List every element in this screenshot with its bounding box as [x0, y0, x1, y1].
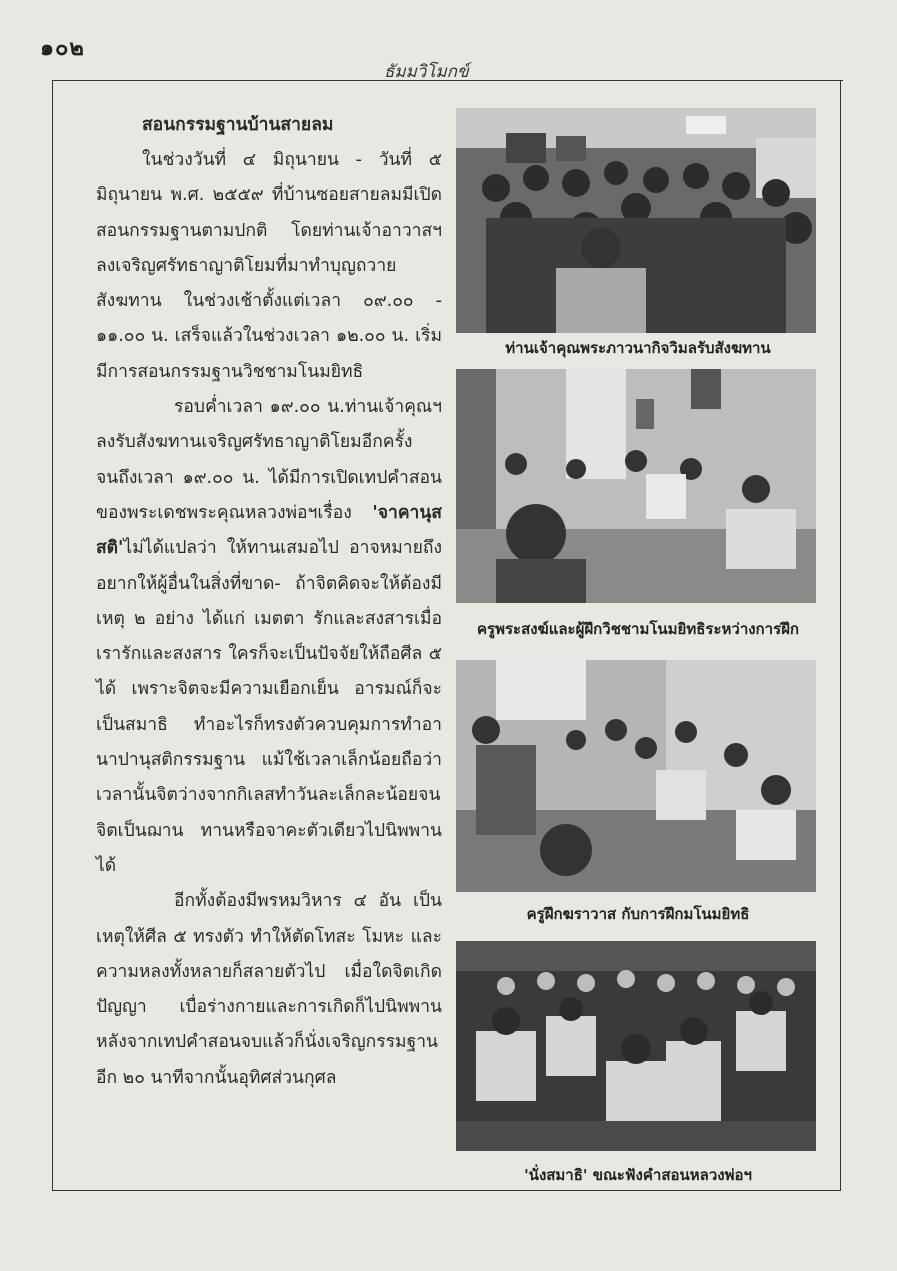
photo-meditation	[456, 941, 816, 1151]
page-number: ๑๐๒	[40, 35, 85, 61]
photo-3-caption: ครูฝึกฆราวาส กับการฝึกมโนมยิทธิ	[526, 905, 750, 923]
photo-monk-teaching	[456, 369, 816, 603]
photo-lay-teacher	[456, 660, 816, 892]
article-column	[96, 108, 442, 1096]
running-head: ธัมมวิโมกข์	[384, 62, 469, 82]
photo-4-caption: 'นั่งสมาธิ' ขณะฟังคำสอนหลวงพ่อฯ	[524, 1166, 752, 1184]
photo-crowd-hall	[456, 108, 816, 333]
paragraph-2	[96, 390, 442, 884]
photo-2-caption: ครูพระสงฆ์และผู้ฝึกวิชชามโนมยิทธิระหว่างการฝึก	[476, 620, 799, 638]
paragraph-2-start: รอบค่ำเวลา ๑๙.๐๐ น.ท่านเจ้าคุณฯ ลงรับสังฆทานเจริญศรัทธาญาติโยมอีกครั้งจนถึงเวลา ๑๙.๐๐ น. ได้มีการเปิดเทปคำสอนของพระเดชพระคุณหลวงพ่อฯเรื่อง	[96, 397, 442, 523]
paragraph-3: อีกทั้งต้องมีพรหมวิหาร ๔ อัน เป็นเหตุให้ศีล ๕ ทรงตัว ทำให้ตัดโทสะ โมหะ และความหลงทั้งหลายก็สลายตัวไป เมื่อใดจิตเกิดปัญญา เบื่อร่างกายและการเกิดก็ไปนิพพาน หลังจากเทปคำสอนจบแล้วก็นั่งเจริญกรรมฐานอีก ๒๐ นาทีจากนั้นอุทิศส่วนกุศล	[96, 891, 442, 1088]
article-title: สอนกรรมฐานบ้านสายลม	[142, 115, 334, 135]
photo-1-caption: ท่านเจ้าคุณพระภาวนากิจวิมลรับสังฆทาน	[505, 339, 771, 357]
paragraph-2-end: ไม่ได้แปลว่า ให้ทานเสมอไป อาจหมายถึง อยากให้ผู้อื่นในสิ่งที่ขาด- ถ้าจิตคิดจะให้ต้องมีเหตุ ๒ อย่าง ได้แก่ เมตตา รักและสงสารเมื่อเรารักและสงสาร ใครก็จะเป็นปัจจัยให้ถือศีล ๕ ได้ เพราะจิตจะมีความเยือกเย็น อารมณ์ก็จะเป็นสมาธิ ทำอะไรก็ทรงตัวควบคุมการทำอานาปานุสติกรรมฐาน แม้ใช้เวลาเล็กน้อยถือว่าเวลานั้นจิตว่างจากกิเลสทำวันละเล็กละน้อยจนจิตเป็นฌาน ทานหรือจาคะตัวเดียวไปนิพพานได้	[96, 538, 442, 876]
term-highlight: 'จาคานุสสติ'	[96, 502, 442, 559]
paragraph-1: ในช่วงวันที่ ๔ มิถุนายน - วันที่ ๕ มิถุนายน พ.ศ. ๒๕๕๙ ที่บ้านซอยสายลมมีเปิดสอนกรรมฐานตามปกติ โดยท่านเจ้าอาวาสฯลงเจริญศรัทธาญาติโยมที่มาทำบุญถวายสังฆทาน ในช่วงเช้าตั้งแต่เวลา ๐๙.๐๐ - ๑๑.๐๐ น. เสร็จแล้วในช่วงเวลา ๑๒.๐๐ น. เริ่มมีการสอนกรรมฐานวิชชามโนมยิทธิ	[96, 150, 442, 382]
